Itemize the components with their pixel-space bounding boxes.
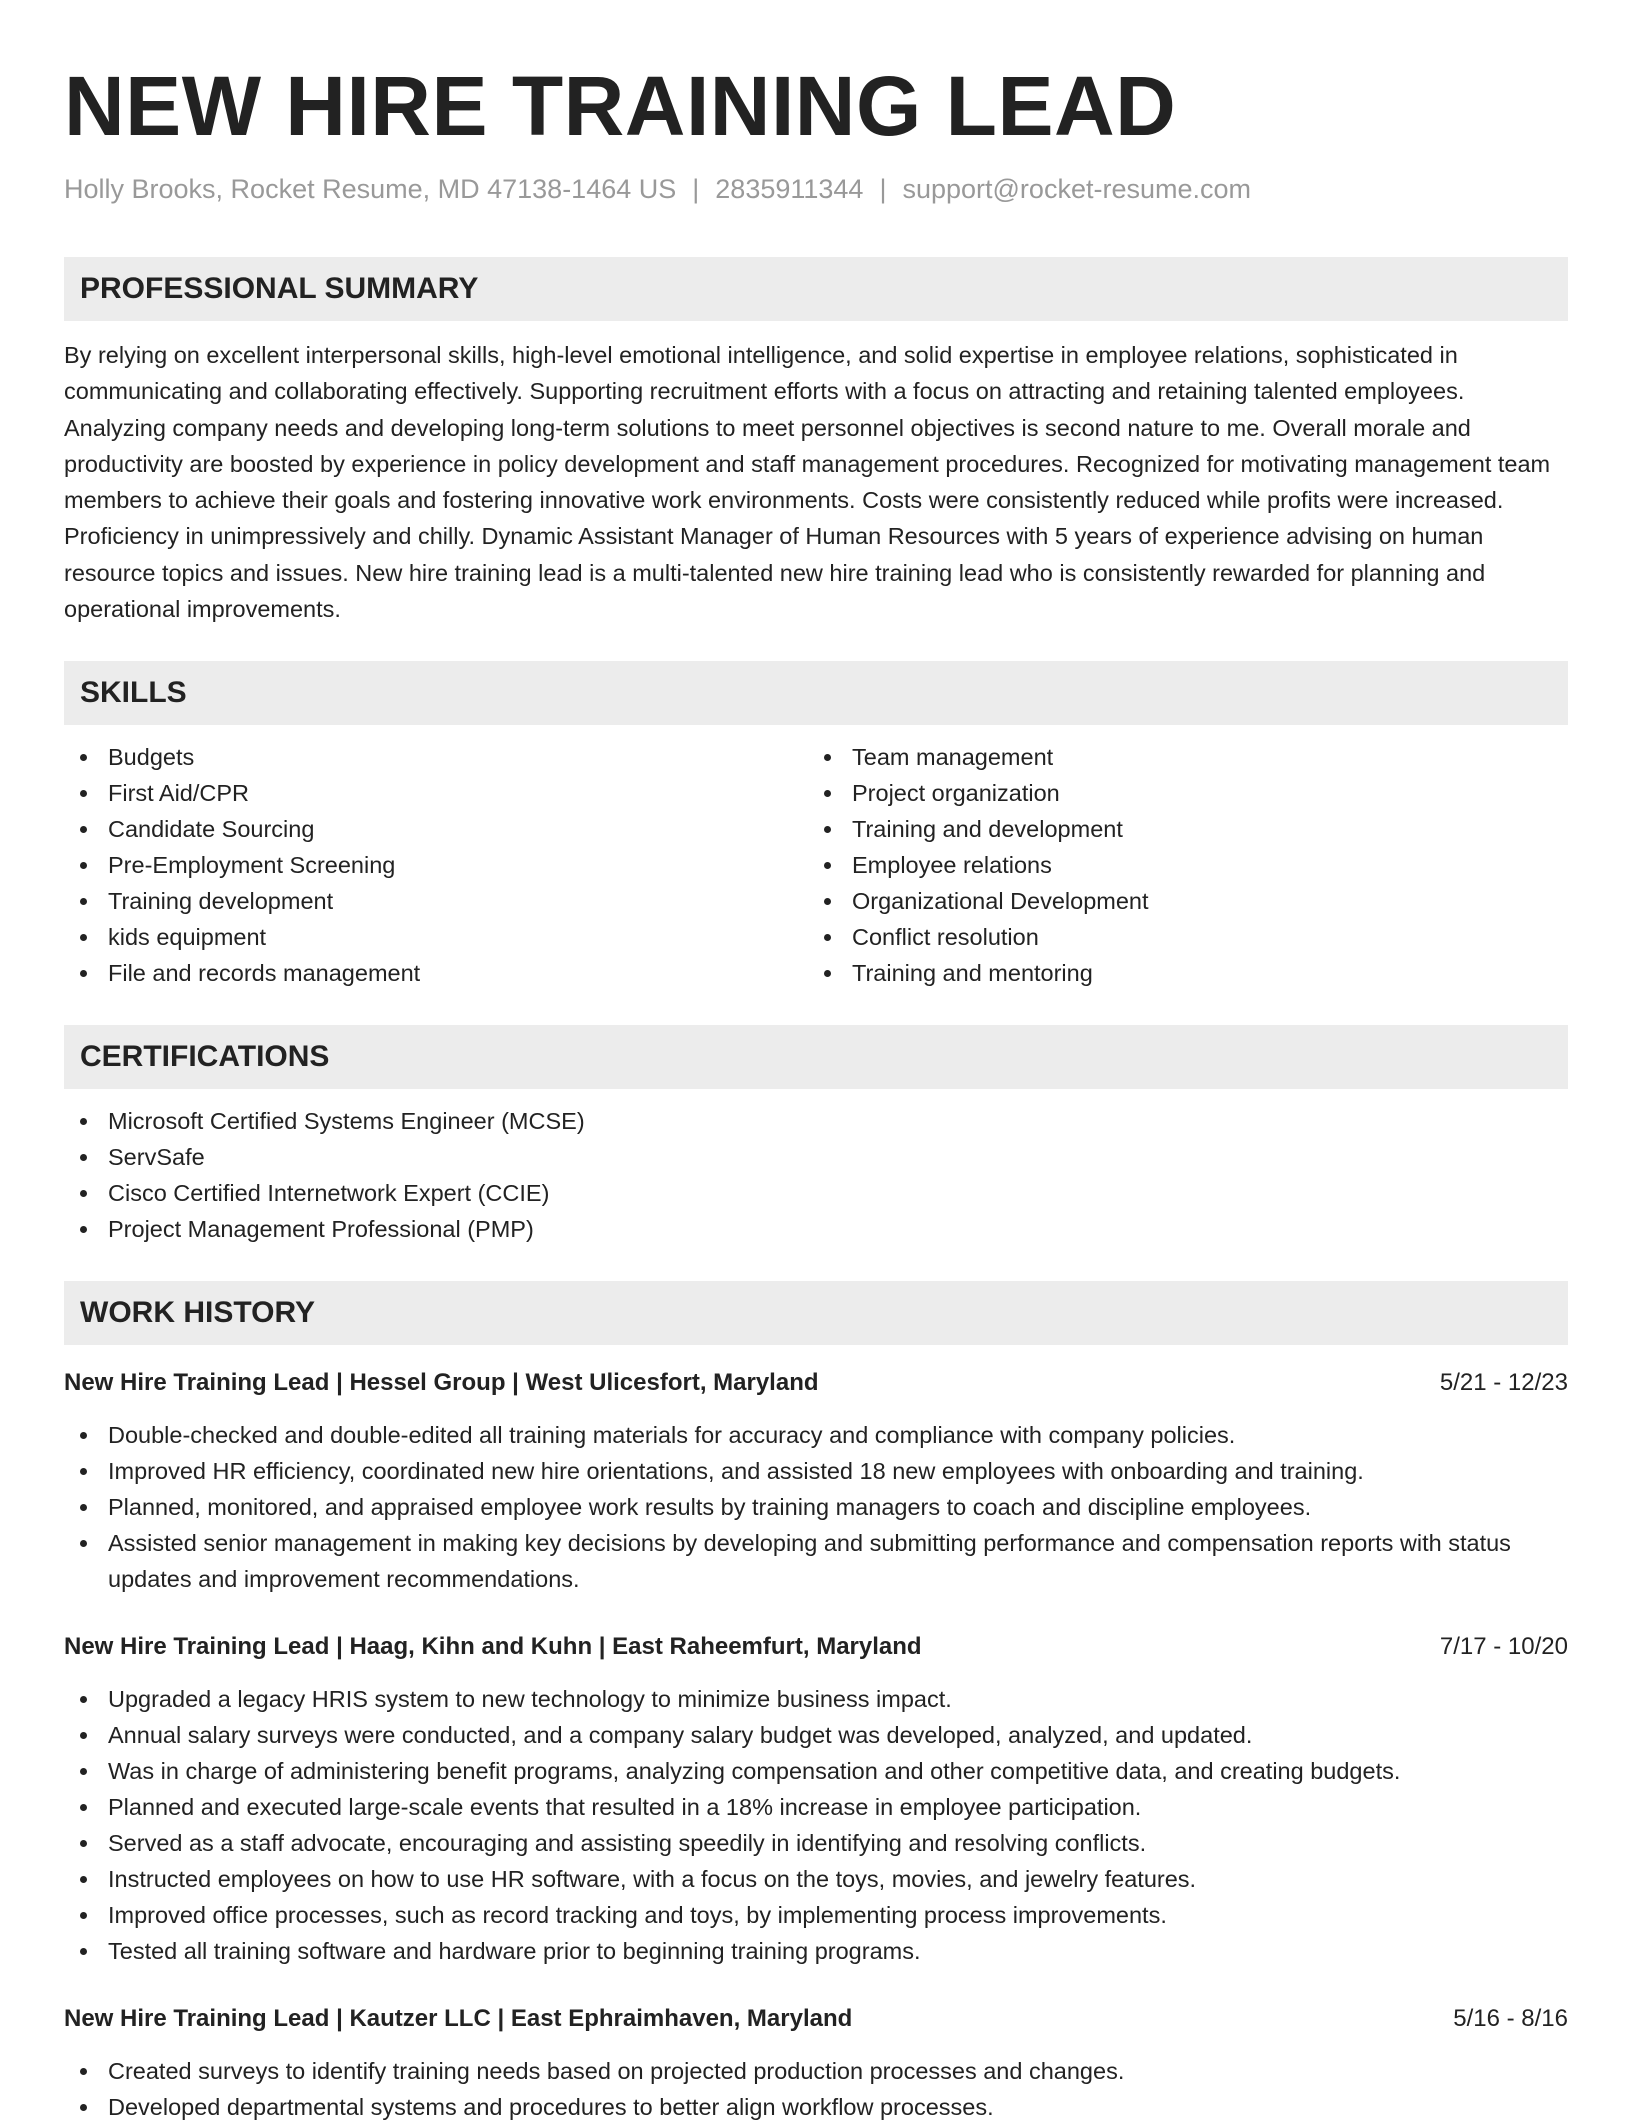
job-entry [64, 1629, 1568, 1969]
job-title: New Hire Training Lead | Kautzer LLC | East Ephraimhaven, Maryland [64, 2005, 853, 2033]
job-header [64, 1365, 1568, 1401]
skill-item: Training and mentoring [808, 955, 1560, 991]
resume-title: NEW HIRE TRAINING LEAD [64, 59, 1177, 153]
skill-item: Employee relations [808, 847, 1560, 883]
contact-line [64, 174, 1568, 205]
contact-separator: | [879, 174, 887, 204]
job-bullet: Tested all training software and hardware prior to beginning training programs. [64, 1933, 1568, 1969]
skill-item: Training and development [808, 811, 1560, 847]
contact-email: support@rocket-resume.com [902, 174, 1251, 204]
job-entry [64, 1365, 1568, 1597]
certification-item: Project Management Professional (PMP) [64, 1211, 1568, 1247]
job-bullet: Planned, monitored, and appraised employee work results by training managers to coach and discipline employees. [64, 1489, 1568, 1525]
skills-left-column [64, 739, 816, 991]
skills-list [64, 739, 1568, 991]
summary-text: By relying on excellent interpersonal skills, high-level emotional intelligence, and solid expertise in employee relations, sophisticated in communicating and collaborating effectively. Supporting recruitment efforts with a focus on attracting and retaining talented employees. Analyzing company needs and developing long-term solutions to meet personnel objectives is second nature to me. Overall morale and productivity are boosted by experience in policy development and staff management procedures. Recognized for motivating management team members to achieve their goals and fostering innovative work environments. Costs were consistently reduced while profits were increased. Proficiency in unimpressively and chilly. Dynamic Assistant Manager of Human Resources with 5 years of experience advising on human resource topics and issues. New hire training lead is a multi-talented new hire training lead who is consistently rewarded for planning and operational improvements. [64, 342, 1551, 623]
job-title: New Hire Training Lead | Haag, Kihn and Kuhn | East Raheemfurt, Maryland [64, 1633, 922, 1661]
job-bullet: Developed departmental systems and procedures to better align workflow processes. [64, 2089, 1568, 2125]
job-bullets [64, 1681, 1568, 1969]
certifications-heading: CERTIFICATIONS [64, 1025, 1568, 1089]
job-bullet: Annual salary surveys were conducted, and a company salary budget was developed, analyzed, and updated. [64, 1717, 1568, 1753]
skill-item: Budgets [64, 739, 816, 775]
work-history-heading: WORK HISTORY [64, 1281, 1568, 1345]
skill-item: Organizational Development [808, 883, 1560, 919]
job-bullet: Planned and executed large-scale events that resulted in a 18% increase in employee participation. [64, 1789, 1568, 1825]
job-bullet: Served as a staff advocate, encouraging and assisting speedily in identifying and resolving conflicts. [64, 1825, 1568, 1861]
job-entry [64, 2001, 1568, 2125]
job-bullets [64, 1417, 1568, 1597]
skills-right-column [808, 739, 1560, 991]
job-bullet: Created surveys to identify training needs based on projected production processes and changes. [64, 2053, 1568, 2089]
summary-heading: PROFESSIONAL SUMMARY [64, 257, 1568, 321]
job-bullet: Instructed employees on how to use HR software, with a focus on the toys, movies, and jewelry features. [64, 1861, 1568, 1897]
job-bullet: Assisted senior management in making key decisions by developing and submitting performance and compensation reports with status updates and improvement recommendations. [64, 1525, 1568, 1597]
skill-item: Pre-Employment Screening [64, 847, 816, 883]
job-dates: 7/17 - 10/20 [1439, 1633, 1568, 1661]
skill-item: First Aid/CPR [64, 775, 816, 811]
skill-item: kids equipment [64, 919, 816, 955]
skill-item: Candidate Sourcing [64, 811, 816, 847]
skill-item: Conflict resolution [808, 919, 1560, 955]
contact-separator: | [692, 174, 700, 204]
contact-phone: 2835911344 [715, 174, 864, 204]
job-bullet: Upgraded a legacy HRIS system to new technology to minimize business impact. [64, 1681, 1568, 1717]
contact-address: Holly Brooks, Rocket Resume, MD 47138-1464 US [64, 174, 677, 204]
skill-item: File and records management [64, 955, 816, 991]
certification-item: ServSafe [64, 1139, 1568, 1175]
skill-item: Team management [808, 739, 1560, 775]
skills-heading: SKILLS [64, 661, 1568, 725]
skill-item: Project organization [808, 775, 1560, 811]
job-dates: 5/21 - 12/23 [1439, 1369, 1568, 1397]
job-header [64, 1629, 1568, 1665]
certifications-list [64, 1103, 1568, 1247]
job-bullets [64, 2053, 1568, 2125]
certification-item: Cisco Certified Internetwork Expert (CCIE) [64, 1175, 1568, 1211]
job-dates: 5/16 - 8/16 [1453, 2005, 1568, 2033]
job-header [64, 2001, 1568, 2037]
job-bullet: Was in charge of administering benefit programs, analyzing compensation and other competitive data, and creating budgets. [64, 1753, 1568, 1789]
job-bullet: Double-checked and double-edited all training materials for accuracy and compliance with company policies. [64, 1417, 1568, 1453]
job-bullet: Improved office processes, such as record tracking and toys, by implementing process improvements. [64, 1897, 1568, 1933]
certification-item: Microsoft Certified Systems Engineer (MCSE) [64, 1103, 1568, 1139]
skill-item: Training development [64, 883, 816, 919]
job-bullet: Improved HR efficiency, coordinated new hire orientations, and assisted 18 new employees with onboarding and training. [64, 1453, 1568, 1489]
job-title: New Hire Training Lead | Hessel Group | West Ulicesfort, Maryland [64, 1369, 819, 1397]
